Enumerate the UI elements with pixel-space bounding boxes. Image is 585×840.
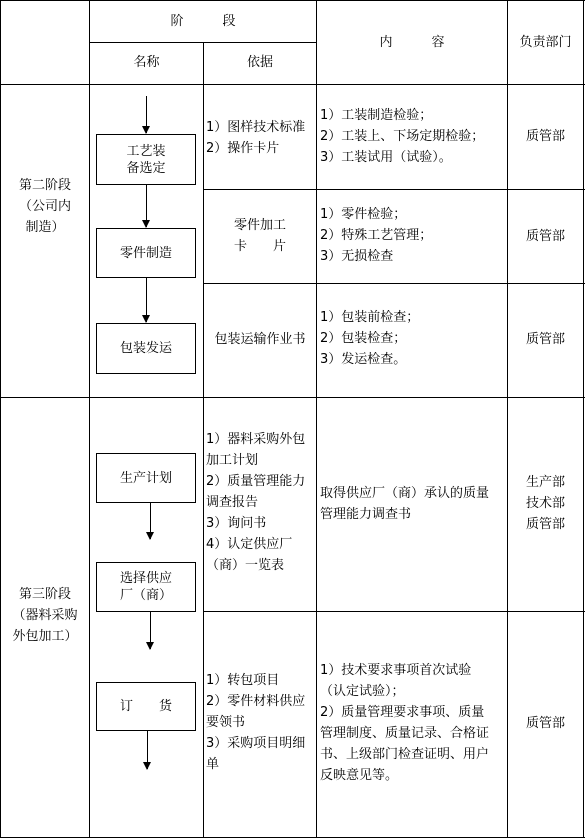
content-cell	[320, 105, 484, 168]
content-line: 2）工装上、下场定期检验；	[320, 129, 485, 144]
basis-line: 2）零件材料供应	[206, 694, 306, 709]
dept-line: 质管部	[525, 229, 565, 244]
table-border-left	[0, 0, 1, 838]
stage3-label-line: （器料采购	[12, 608, 78, 623]
basis-line: 加工计划	[206, 453, 259, 468]
dept-line: 质管部	[525, 129, 565, 144]
col-line-3	[316, 0, 317, 838]
basis-line: 1）转包项目	[206, 673, 280, 688]
stage2-label-line: （公司内	[18, 199, 71, 214]
header-basis: 依据	[246, 55, 273, 70]
dept-cell	[508, 329, 583, 350]
basis-line: 零件加工	[233, 218, 286, 233]
basis-line: 要领书	[206, 715, 246, 730]
flow-arrow	[147, 731, 148, 769]
basis-cell	[204, 215, 316, 257]
stage3-label	[1, 584, 89, 647]
flow-box-line: 零件制造	[119, 245, 172, 261]
content-line: 3）工装试用（试验）。	[320, 150, 452, 165]
flow-box-line: 包装发运	[119, 341, 172, 356]
flow-box-production-plan	[96, 453, 196, 503]
flow-arrow	[146, 96, 147, 133]
basis-line: 3）采购项目明细	[206, 736, 306, 751]
content-line: 1）工装制造检验；	[320, 108, 433, 123]
content-line: （认定试验）；	[320, 684, 405, 699]
content-line: 管理能力调查书	[320, 507, 412, 522]
table-border-right	[583, 0, 584, 838]
flow-box-line: 工艺装	[126, 143, 166, 159]
basis-cell	[206, 670, 305, 775]
content-cell	[320, 483, 489, 525]
basis-line: 3）询问书	[206, 516, 267, 531]
col-line-1	[89, 0, 90, 838]
basis-line: 2）质量管理能力	[206, 474, 306, 489]
stage3-label-line: 第三阶段	[18, 587, 71, 602]
flow-box-select-supplier	[96, 562, 196, 612]
dept-cell	[508, 713, 583, 734]
dept-line: 质管部	[525, 332, 565, 347]
basis-line: 单	[206, 757, 220, 772]
header-bottom-line	[0, 84, 585, 85]
flow-box-line: 备选定	[126, 160, 166, 176]
basis-cell	[206, 429, 305, 576]
stage-divider-line	[0, 397, 585, 398]
header-name: 名称	[133, 55, 160, 70]
col-line-2	[203, 42, 204, 838]
header-content: 内 容	[379, 35, 445, 50]
flow-box-order	[96, 682, 196, 731]
dept-line: 质管部	[525, 716, 565, 731]
row-line-s2-1	[203, 189, 585, 190]
content-line: 3）无损检查	[320, 249, 394, 264]
content-line: 反映意见等。	[320, 768, 399, 783]
stage3-label-line: 外包加工）	[12, 629, 78, 644]
flow-arrow	[150, 612, 151, 649]
content-line: 书、上级部门检查证明、用户	[320, 747, 490, 762]
content-line: 2）质量管理要求事项、质量	[320, 705, 485, 720]
basis-line: 1）图样技术标准	[206, 120, 306, 135]
content-cell	[320, 204, 432, 267]
header-stage: 阶 段	[170, 14, 236, 29]
content-cell	[320, 307, 419, 370]
content-line: 取得供应厂（商）承认的质量	[320, 486, 490, 501]
basis-line: 调查报告	[206, 495, 259, 510]
dept-cell	[508, 472, 583, 535]
content-line: 管理制度、质量记录、合格证	[320, 726, 490, 741]
table-border-bottom	[0, 837, 585, 838]
header-sub-line	[89, 42, 317, 43]
flow-box-line: 订 货	[119, 699, 172, 714]
content-line: 1）包装前检查；	[320, 310, 420, 325]
basis-cell	[206, 117, 305, 159]
flow-arrow	[146, 278, 147, 322]
dept-line: 生产部	[525, 475, 565, 490]
flow-box-part-manufacturing	[96, 228, 196, 278]
row-line-s3-1	[203, 611, 585, 612]
content-line: 2）包装检查；	[320, 331, 407, 346]
flow-box-line: 厂（商）	[119, 588, 172, 603]
dept-cell	[508, 126, 583, 147]
content-line: 2）特殊工艺管理；	[320, 228, 433, 243]
dept-line: 质管部	[525, 517, 565, 532]
basis-line: 4）认定供应厂	[206, 537, 293, 552]
content-cell	[320, 660, 489, 786]
flow-box-tooling-selection	[96, 134, 196, 185]
basis-cell	[204, 329, 316, 350]
flow-arrow	[150, 503, 151, 539]
row-line-s2-2	[203, 283, 585, 284]
content-line: 3）发运检查。	[320, 352, 407, 367]
basis-line: 1）器料采购外包	[206, 432, 306, 447]
dept-cell	[508, 226, 583, 247]
header-dept: 负责部门	[519, 35, 572, 50]
basis-line: 卡 片	[233, 239, 286, 254]
basis-line: （商）一览表	[206, 558, 285, 573]
stage2-label-line: 第二阶段	[18, 178, 71, 193]
stage2-label	[1, 175, 89, 238]
flow-box-packing-shipping	[96, 323, 196, 374]
flow-arrow	[146, 185, 147, 227]
stage2-label-line: 制造）	[25, 220, 65, 235]
table-border-top	[0, 0, 585, 1]
flow-box-line: 生产计划	[119, 470, 172, 486]
dept-line: 技术部	[525, 496, 565, 511]
basis-line: 包装运输作业书	[214, 332, 306, 347]
basis-line: 2）操作卡片	[206, 141, 280, 156]
flow-box-line: 选择供应	[119, 571, 172, 586]
content-line: 1）零件检验；	[320, 207, 407, 222]
content-line: 1）技术要求事项首次试验	[320, 663, 472, 678]
